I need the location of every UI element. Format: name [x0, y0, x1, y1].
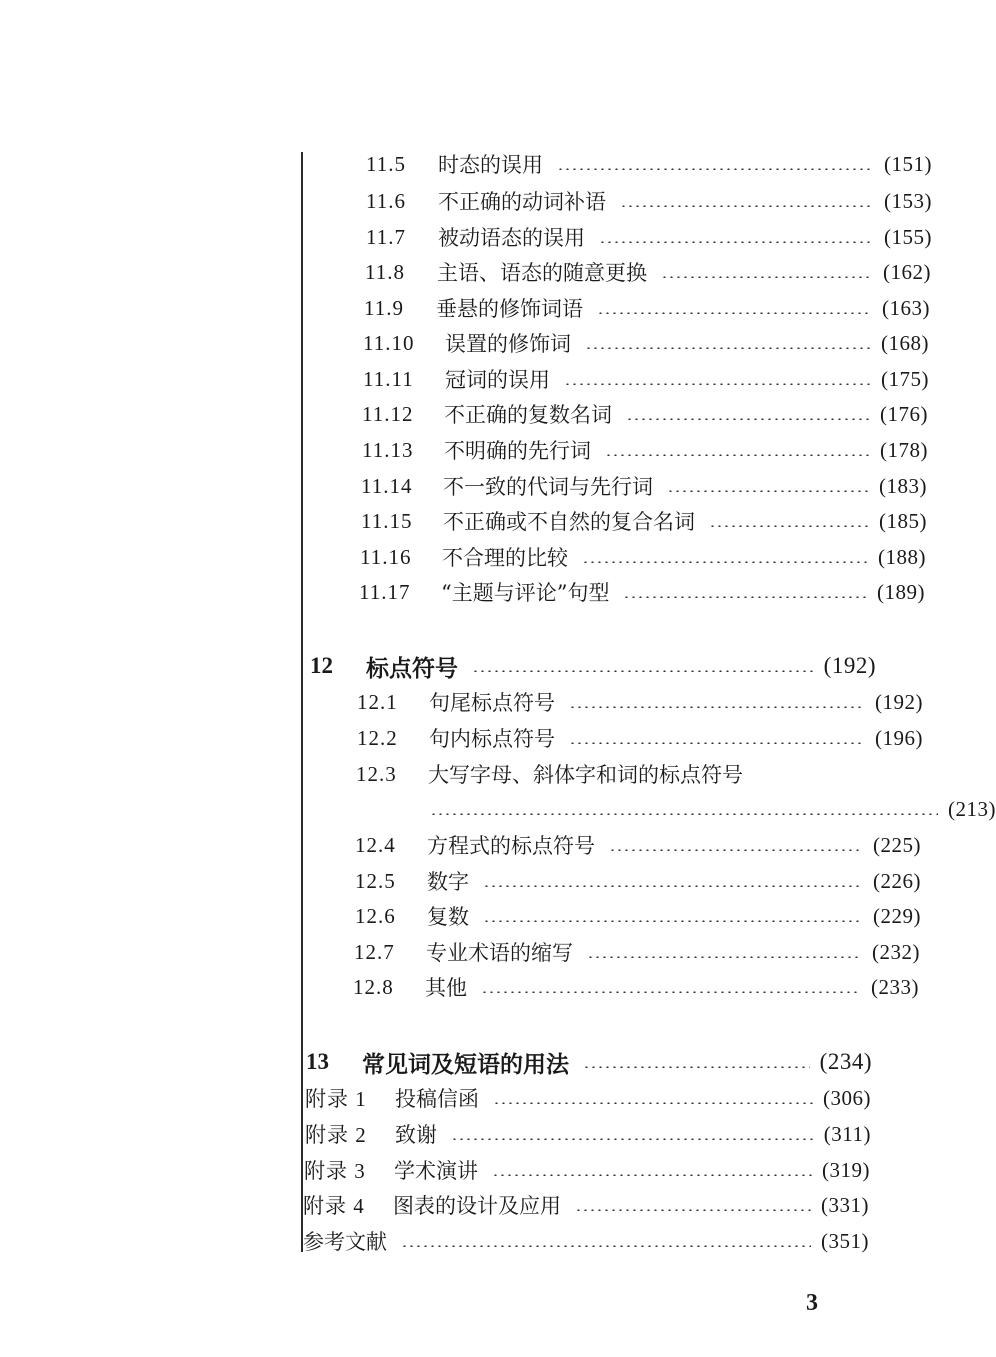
- toc-entry-12-4[interactable]: [300, 830, 921, 860]
- appendix-page: (319): [822, 1157, 870, 1182]
- entry-number: 12.5: [355, 868, 396, 893]
- entry-number: 11.14: [361, 473, 413, 498]
- appendix-page: (306): [823, 1085, 871, 1110]
- toc-entry-11-17[interactable]: [300, 577, 925, 607]
- page-number: 3: [806, 1290, 818, 1316]
- chapter-title: 标点符号: [366, 654, 458, 682]
- leader-dots: [661, 276, 873, 278]
- entry-page: (151): [884, 151, 932, 176]
- entry-title: 时态的误用: [438, 153, 543, 177]
- entry-title: 不一致的代词与先行词: [443, 475, 653, 499]
- chapter-page: (234): [819, 1049, 872, 1074]
- entry-page: (155): [884, 224, 932, 249]
- entry-page: (232): [872, 939, 920, 964]
- entry-page: (153): [884, 188, 932, 213]
- leader-dots: [626, 418, 870, 420]
- entry-number: 11.7: [366, 224, 406, 249]
- toc-entry-12-5[interactable]: [300, 866, 921, 896]
- appendix-title: 致谢: [395, 1123, 437, 1147]
- entry-number: 12.7: [354, 939, 395, 964]
- entry-number: 11.11: [363, 366, 414, 391]
- toc-references[interactable]: [300, 1226, 869, 1256]
- leader-dots: [483, 920, 863, 922]
- entry-page: (229): [873, 903, 921, 928]
- entry-number: 11.10: [363, 330, 415, 355]
- leader-dots: [583, 1066, 810, 1068]
- entry-page: (233): [871, 974, 919, 999]
- entry-title: 其他: [425, 976, 467, 1000]
- leader-dots: [575, 1209, 811, 1211]
- toc-entry-12-1[interactable]: [300, 687, 923, 717]
- chapter-title: 常见词及短语的用法: [362, 1050, 569, 1078]
- leader-dots: [599, 241, 874, 243]
- entry-number: 11.16: [360, 544, 412, 569]
- leader-dots: [620, 205, 874, 207]
- appendix-number: 附录 4: [303, 1194, 365, 1218]
- entry-title: 数字: [427, 870, 469, 894]
- leader-dots: [597, 312, 872, 314]
- appendix-number: 附录 3: [304, 1159, 366, 1183]
- appendix-page: (311): [823, 1121, 871, 1146]
- appendix-number: 附录 1: [305, 1087, 367, 1111]
- entry-title: 误置的修饰词: [445, 332, 571, 356]
- toc-entry-12-3-continuation[interactable]: [300, 794, 996, 824]
- entry-number: 11.15: [361, 508, 413, 533]
- toc-chapter-13[interactable]: [300, 1047, 872, 1077]
- leader-dots: [483, 885, 863, 887]
- entry-page: (163): [882, 295, 930, 320]
- appendix-number: 附录 2: [305, 1123, 367, 1147]
- toc-entry-12-3[interactable]: [300, 759, 922, 789]
- entry-number: 12.2: [357, 725, 398, 750]
- entry-title: 垂悬的修饰词语: [436, 297, 583, 321]
- entry-title: 不正确的动词补语: [438, 190, 606, 214]
- toc-entry-11-16[interactable]: [300, 542, 926, 572]
- leader-dots: [564, 383, 871, 385]
- leader-dots: [609, 849, 863, 851]
- entry-title: 不正确的复数名词: [444, 403, 612, 427]
- toc-chapter-12[interactable]: [300, 651, 876, 681]
- entry-title: 句尾标点符号: [429, 691, 555, 715]
- toc-entry-11-10[interactable]: [300, 328, 929, 358]
- entry-title: 被动语态的误用: [438, 226, 585, 250]
- entry-page: (226): [873, 868, 921, 893]
- entry-title: 不正确或不自然的复合名词: [443, 510, 695, 534]
- leader-dots: [582, 561, 868, 563]
- entry-page: (189): [877, 579, 925, 604]
- leader-dots: [401, 1245, 811, 1247]
- entry-number: 11.6: [366, 188, 406, 213]
- entry-title: 冠词的误用: [445, 368, 550, 392]
- toc-entry-11-9[interactable]: [300, 293, 930, 323]
- leader-dots: [569, 706, 865, 708]
- entry-number: 11.17: [359, 579, 411, 604]
- toc-appendix-1[interactable]: [300, 1083, 871, 1113]
- leader-dots: [585, 347, 871, 349]
- entry-title: 主语、语态的随意更换: [437, 261, 647, 285]
- entry-number: 12.1: [357, 689, 398, 714]
- entry-page: (225): [873, 832, 921, 857]
- leader-dots: [493, 1102, 813, 1104]
- leader-dots: [587, 956, 862, 958]
- entry-number: 11.13: [362, 437, 414, 462]
- toc-appendix-4[interactable]: [300, 1190, 869, 1220]
- entry-title: 专业术语的缩写: [426, 941, 573, 965]
- entry-page: (183): [879, 473, 927, 498]
- entry-number: 12.4: [355, 832, 396, 857]
- toc-appendix-3[interactable]: [300, 1155, 870, 1185]
- entry-number: 11.5: [366, 151, 406, 176]
- appendix-page: (331): [821, 1192, 869, 1217]
- entry-page: (178): [880, 437, 928, 462]
- entry-page: (176): [880, 401, 928, 426]
- toc-entry-11-15[interactable]: [300, 506, 927, 536]
- leader-dots: [492, 1174, 812, 1176]
- toc-entry-12-6[interactable]: [300, 901, 921, 931]
- references-page: (351): [821, 1228, 869, 1253]
- appendix-title: 投稿信函: [395, 1087, 479, 1111]
- appendix-title: 图表的设计及应用: [393, 1194, 561, 1218]
- entry-number: 12.8: [353, 974, 394, 999]
- entry-number: 12.6: [355, 903, 396, 928]
- entry-page: (175): [881, 366, 929, 391]
- references-title: 参考文献: [303, 1230, 387, 1254]
- leader-dots: [451, 1138, 814, 1140]
- leader-dots: [667, 490, 869, 492]
- entry-title: 句内标点符号: [429, 727, 555, 751]
- toc-appendix-2[interactable]: [300, 1119, 871, 1149]
- toc-entry-11-12[interactable]: [300, 399, 928, 429]
- entry-number: 11.8: [365, 259, 405, 284]
- entry-page: (185): [879, 508, 927, 533]
- chapter-number: 12: [310, 653, 333, 678]
- leader-dots: [557, 168, 874, 170]
- toc-entry-11-11[interactable]: [300, 364, 929, 394]
- entry-title: 大写字母、斜体字和词的标点符号: [428, 763, 743, 787]
- entry-page: (188): [878, 544, 926, 569]
- entry-page: (168): [881, 330, 929, 355]
- chapter-page: (192): [823, 653, 876, 678]
- entry-page: (192): [875, 689, 923, 714]
- toc-entry-11-5[interactable]: [300, 149, 932, 179]
- leader-dots: [709, 525, 869, 527]
- leader-dots: [472, 670, 814, 672]
- entry-title: “主题与评论”句型: [441, 581, 610, 605]
- entry-page: (196): [875, 725, 923, 750]
- toc-entry-12-2[interactable]: [300, 723, 923, 753]
- leader-dots: [605, 454, 870, 456]
- entry-number: 11.12: [362, 401, 414, 426]
- entry-title: 不明确的先行词: [444, 439, 591, 463]
- toc-entry-12-7[interactable]: [300, 937, 920, 967]
- toc-entry-11-14[interactable]: [300, 471, 927, 501]
- toc-entry-12-8[interactable]: [300, 972, 919, 1002]
- chapter-number: 13: [306, 1049, 329, 1074]
- leader-dots: [481, 991, 861, 993]
- entry-title: 复数: [427, 905, 469, 929]
- toc-entry-11-13[interactable]: [300, 435, 928, 465]
- entry-number: 11.9: [364, 295, 404, 320]
- leader-dots: [623, 596, 867, 598]
- entry-page: (162): [883, 259, 931, 284]
- entry-title: 不合理的比较: [442, 546, 568, 570]
- toc-entry-11-8[interactable]: [300, 257, 931, 287]
- toc-entry-11-6[interactable]: [300, 186, 932, 216]
- toc-entry-11-7[interactable]: [300, 222, 932, 252]
- appendix-title: 学术演讲: [394, 1159, 478, 1183]
- entry-title: 方程式的标点符号: [427, 834, 595, 858]
- entry-page: (213): [948, 796, 996, 821]
- leader-dots: [569, 742, 865, 744]
- leader-dots: [430, 813, 938, 815]
- entry-number: 12.3: [356, 761, 397, 786]
